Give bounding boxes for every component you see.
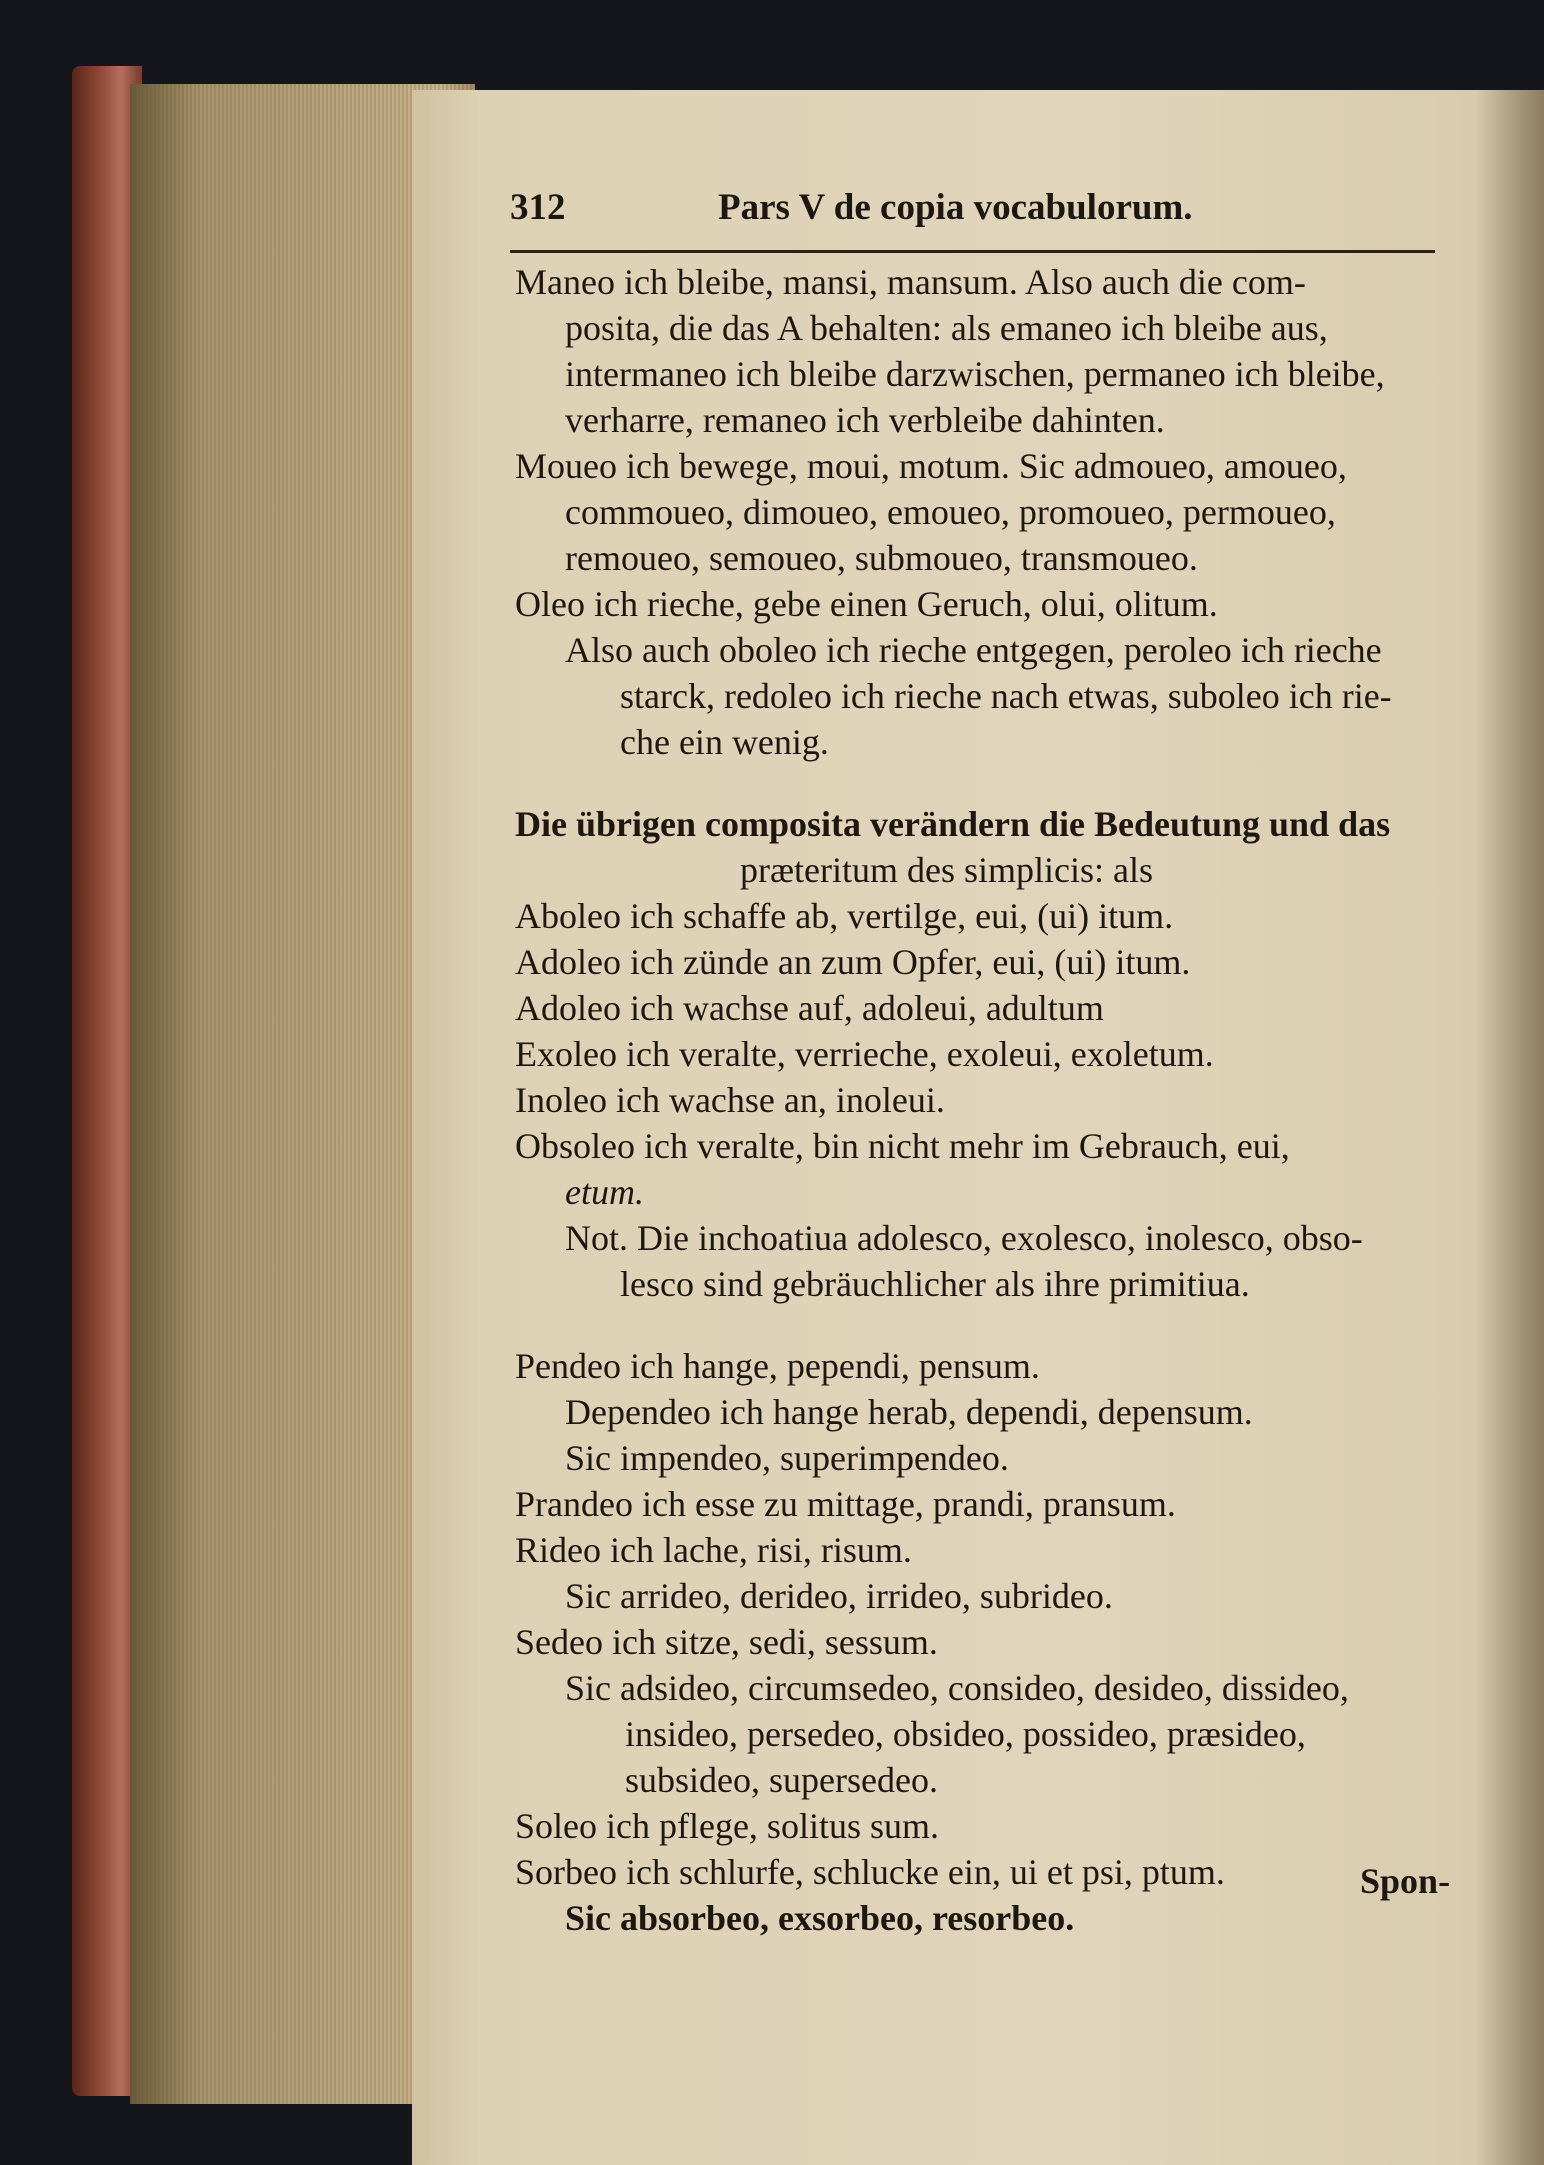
text-line: Maneo ich bleibe, mansi, mansum. Also auch die com-: [515, 262, 1306, 302]
text-line: Sorbeo ich schlurfe, schlucke ein, ui et psi, ptum.: [515, 1852, 1225, 1892]
page-gutter-shadow: [1474, 90, 1544, 2165]
text-line: etum.: [565, 1172, 644, 1212]
text-line: Also auch oboleo ich rieche entgegen, peroleo ich rieche: [565, 630, 1382, 670]
text-line: insideo, persedeo, obsideo, possideo, præsideo,: [625, 1714, 1306, 1754]
text-line: commoueo, dimoueo, emoueo, promoueo, permoueo,: [565, 492, 1336, 532]
text-line: Prandeo ich esse zu mittage, prandi, pransum.: [515, 1484, 1176, 1524]
text-line: Sic adsideo, circumsedeo, consideo, desideo, dissideo,: [565, 1668, 1349, 1708]
text-line: Sic impendeo, superimpendeo.: [565, 1438, 1009, 1478]
running-title: Pars V de copia vocabulorum.: [718, 187, 1193, 228]
text-line: remoueo, semoueo, submoueo, transmoueo.: [565, 538, 1198, 578]
page-header: [510, 186, 1430, 246]
text-line: Moueo ich bewege, moui, motum. Sic admoueo, amoueo,: [515, 446, 1347, 486]
catchword: Spon-: [1360, 1861, 1451, 1901]
text-line: Dependeo ich hange herab, dependi, depensum.: [565, 1392, 1253, 1432]
text-line: Die übrigen composita verändern die Bedeutung und das: [515, 804, 1391, 844]
text-line: intermaneo ich bleibe darzwischen, permaneo ich bleibe,: [565, 354, 1385, 394]
text-line: præteritum des simplicis: als: [740, 850, 1153, 890]
text-line: che ein wenig.: [620, 722, 829, 762]
text-line: Sedeo ich sitze, sedi, sessum.: [515, 1622, 938, 1662]
text-line: Oleo ich rieche, gebe einen Geruch, olui, olitum.: [515, 584, 1218, 624]
text-line: Adoleo ich zünde an zum Opfer, eui, (ui) itum.: [515, 942, 1191, 982]
text-line: Adoleo ich wachse auf, adoleui, adultum: [515, 988, 1104, 1028]
page-number: 312: [510, 187, 566, 228]
text-line: Rideo ich lache, risi, risum.: [515, 1530, 912, 1570]
text-line: subsideo, supersedeo.: [625, 1760, 938, 1800]
text-line: Sic absorbeo, exsorbeo, resorbeo.: [565, 1898, 1075, 1938]
text-line: Inoleo ich wachse an, inoleui.: [515, 1080, 945, 1120]
text-line: Obsoleo ich veralte, bin nicht mehr im Gebrauch, eui,: [515, 1126, 1290, 1166]
text-line: Exoleo ich veralte, verrieche, exoleui, exoletum.: [515, 1034, 1214, 1074]
text-line: lesco sind gebräuchlicher als ihre primitiua.: [620, 1264, 1250, 1304]
text-line: Not. Die inchoatiua adolesco, exolesco, inolesco, obso-: [565, 1218, 1363, 1258]
text-line: Soleo ich pflege, solitus sum.: [515, 1806, 939, 1846]
text-line: verharre, remaneo ich verbleibe dahinten.: [565, 400, 1165, 440]
text-line: Pendeo ich hange, pependi, pensum.: [515, 1346, 1040, 1386]
header-rule: [510, 250, 1435, 253]
text-line: starck, redoleo ich rieche nach etwas, suboleo ich rie-: [620, 676, 1392, 716]
text-line: posita, die das A behalten: als emaneo ich bleibe aus,: [565, 308, 1328, 348]
text-line: Sic arrideo, derideo, irrideo, subrideo.: [565, 1576, 1113, 1616]
text-line: Aboleo ich schaffe ab, vertilge, eui, (ui) itum.: [515, 896, 1174, 936]
